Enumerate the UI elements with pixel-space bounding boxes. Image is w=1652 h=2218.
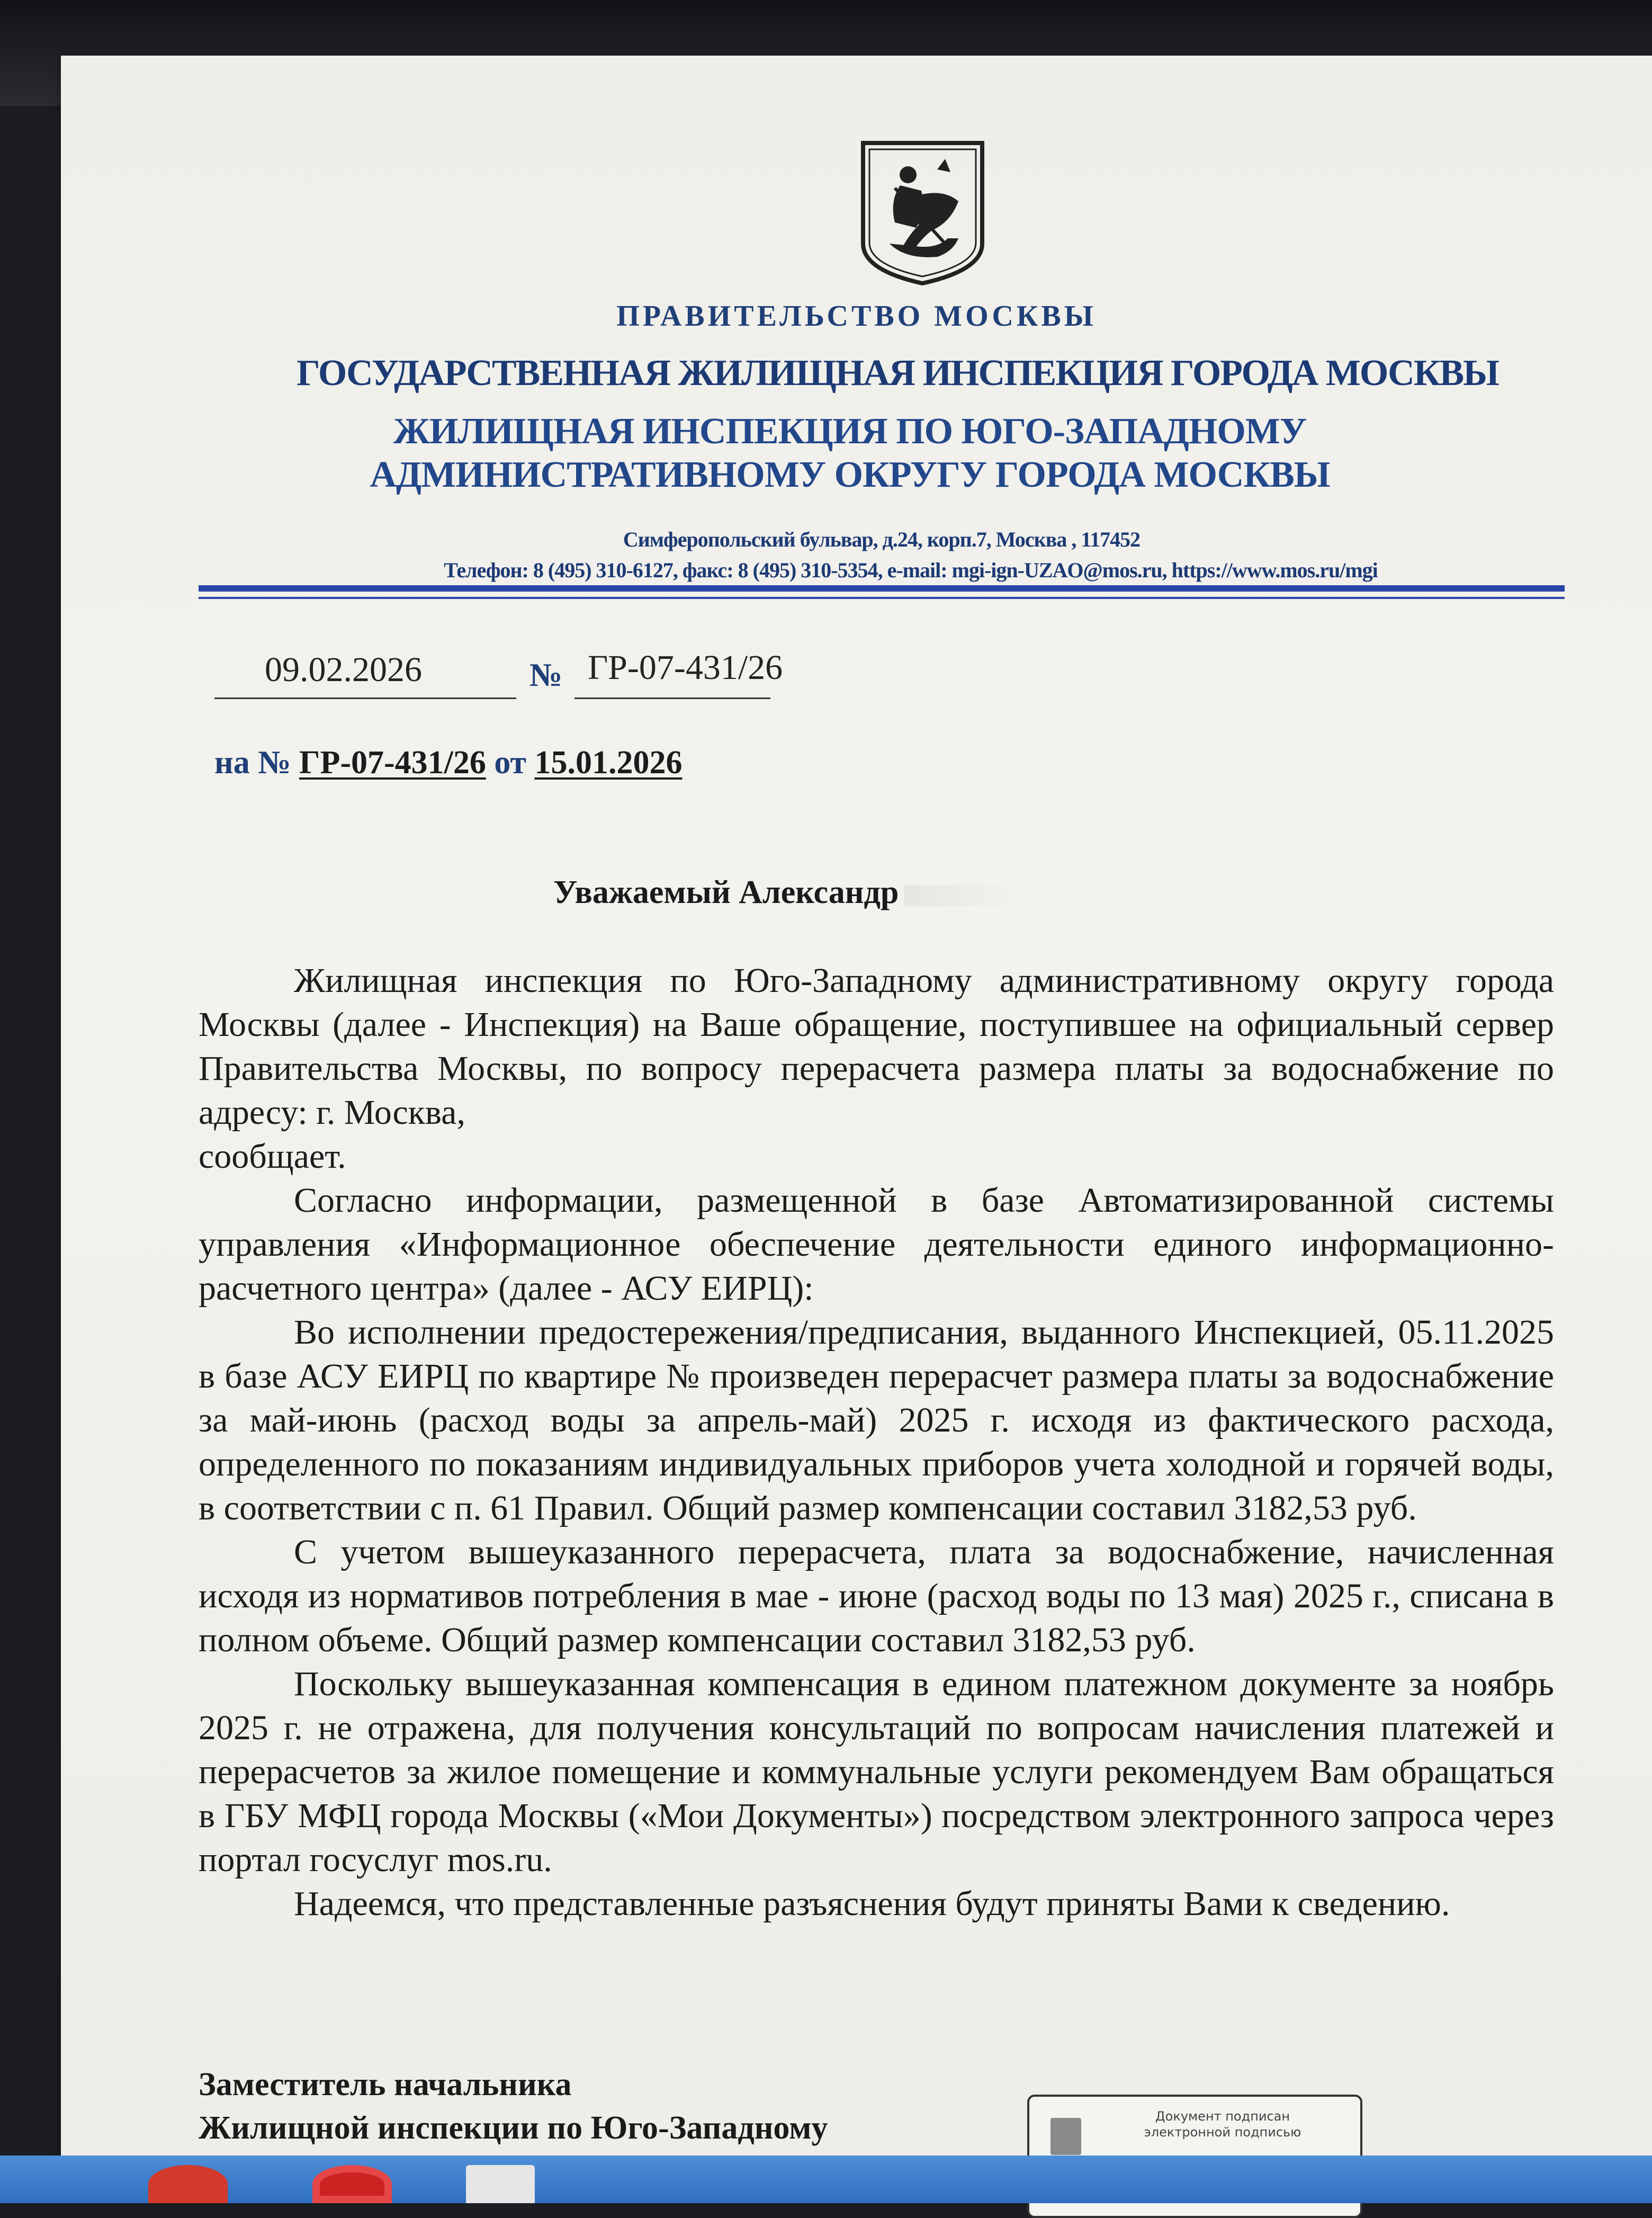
paragraph-5: Поскольку вышеуказанная компенсация в едином платежном документе за ноябрь 2025 г. не отражена, для получения консультаций по вопросам начисления платежей и перерасчетов за жилое помещение и коммунальные услуги рекомендуем Вам обращаться в ГБУ МФЦ города Москвы («Мои Документы») посредством электронного запроса через портал госуслуг mos.ru. [199,1665,1554,1879]
reference-date: 15.01.2026 [534,745,683,781]
paragraph-6: Надеемся, что представленные разъяснения будут приняты Вами к сведению. [294,1884,1450,1923]
stamp-title-line-1: Документ подписан [1155,2109,1290,2124]
department-title-line-1: ЖИЛИЩНАЯ ИНСПЕКЦИЯ ПО ЮГО-ЗАПАДНОМУ [393,411,1307,452]
state-inspection-title: ГОСУДАРСТВЕННАЯ ЖИЛИЩНАЯ ИНСПЕКЦИЯ ГОРОДА МОСКВЫ [297,353,1498,393]
department-title-line-2: АДМИНИСТРАТИВНОМУ ОКРУГУ ГОРОДА МОСКВЫ [370,454,1330,495]
stamp-title-line-2: электронной подписью [1144,2125,1301,2140]
registration-date-underline [214,697,516,699]
salutation-text: Уважаемый Александр [553,874,899,910]
taskbar-app-icon[interactable] [148,2165,228,2203]
paragraph-1: Жилищная инспекция по Юго-Западному административному округу города Москвы (далее - Инспекция) на Ваше обращение, поступившее на официальный сервер Правительства Москвы, по вопросу перерасчета размера платы за водоснабжение по адресу: г. Москва, [199,961,1554,1132]
paragraph-3: Во исполнении предостережения/предписания, выданного Инспекцией, 05.11.2025 в базе АСУ ЕИРЦ по квартире № произведен перерасчет размера платы за водоснабжение за май-июнь (расход воды за апрель-май) 2025 г. исходя из фактического расхода, определенного по показаниям индивидуальных приборов учета холодной и горячей воды, в соответствии с п. 61 Правил. Общий размер компенсации составил 3182,53 руб. [199,1313,1554,1527]
registration-number: ГР-07-431/26 [588,648,783,687]
paragraph-4: С учетом вышеуказанного перерасчета, плата за водоснабжение, начисленная исходя из нормативов потребления в мае - июне (расход воды по 13 мая) 2025 г., списана в полном объеме. Общий размер компенсации составил 3182,53 руб. [199,1533,1554,1659]
letter-page [61,56,1652,2166]
reference-line [214,744,683,782]
taskbar-browser-icon[interactable] [312,2165,392,2203]
registration-number-label: № [529,657,563,693]
redacted-name [904,885,1020,906]
reference-from-label: от [494,745,527,781]
government-title: ПРАВИТЕЛЬСТВО МОСКВЫ [616,300,1097,333]
header-divider-thin [199,597,1565,599]
signatory-title-line-1: Заместитель начальника [199,2067,572,2103]
taskbar-file-icon[interactable] [466,2165,535,2203]
address-line: Симферопольский бульвар, д.24, корп.7, Москва , 117452 [623,527,1141,551]
signatory-title-line-2: Жилищной инспекции по Юго-Западному [199,2110,828,2146]
header-divider-thick [199,585,1565,592]
letter-body [199,959,1554,1926]
taskbar [0,2156,1652,2203]
contacts-line: Телефон: 8 (495) 310-6127, факс: 8 (495) 310-5354, e-mail: mgi-ign-UZAO@mos.ru, https://www.mos.ru/mgi [444,558,1378,582]
registration-date: 09.02.2026 [265,650,422,689]
paragraph-1-end: сообщает. [199,1137,346,1176]
paragraph-2: Согласно информации, размещенной в базе Автоматизированной системы управления «Информационное обеспечение деятельности единого информационно-расчетного центра» (далее - АСУ ЕИРЦ): [199,1181,1554,1308]
moscow-coat-of-arms-icon [858,138,987,286]
registration-number-underline [574,697,770,699]
salutation [553,874,1020,911]
stamp-emblem-icon [1051,2118,1081,2155]
reference-prefix: на № [214,745,291,781]
stamp-title [1109,2108,1336,2140]
reference-number: ГР-07-431/26 [299,745,486,781]
